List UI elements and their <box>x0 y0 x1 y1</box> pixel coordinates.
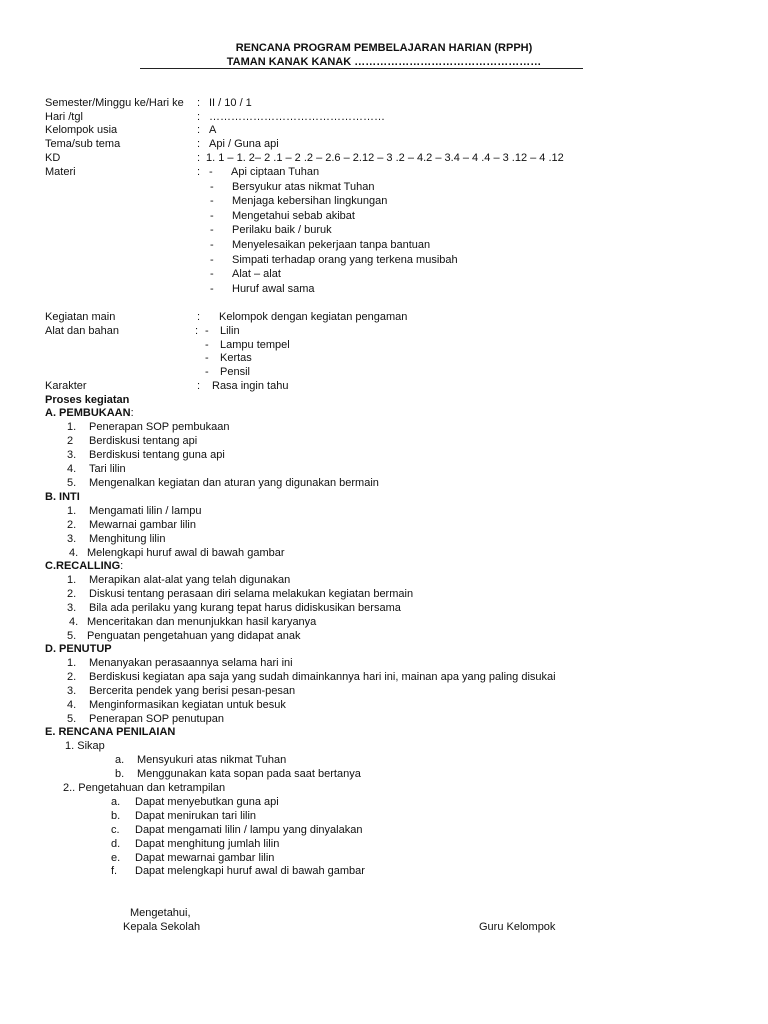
info-label: Kelompok usia <box>45 124 118 136</box>
list-number: 3. <box>67 449 77 461</box>
list-number: 3. <box>67 533 77 545</box>
info-sep: : <box>195 325 199 337</box>
list-item: Mensyukuri atas nikmat Tuhan <box>137 754 287 766</box>
bullet-dash: - <box>205 366 209 378</box>
info-sep: : <box>197 124 201 136</box>
info-label: Materi <box>45 166 76 178</box>
list-item: Penerapan SOP penutupan <box>89 713 224 725</box>
signature-kepala-sekolah: Kepala Sekolah <box>123 921 201 933</box>
info-value: II / 10 / 1 <box>209 97 252 109</box>
list-item: Berdiskusi tentang api <box>89 435 198 447</box>
info-sep: : <box>197 152 201 164</box>
list-item: Menghitung lilin <box>89 533 166 545</box>
list-item: Dapat menyebutkan guna api <box>135 796 279 808</box>
list-number: 3. <box>67 602 77 614</box>
list-number: 4. <box>69 616 79 628</box>
document-subtitle: TAMAN KANAK KANAK …………………………………………… <box>226 56 542 68</box>
info-sep: : <box>197 97 201 109</box>
list-item: Menggunakan kata sopan pada saat bertanya <box>137 768 361 780</box>
info-sep: : <box>197 380 201 392</box>
list-number: 1. <box>67 505 77 517</box>
list-number: 4. <box>69 547 79 559</box>
list-number: 1. <box>67 421 77 433</box>
section-title-inti: B. INTI <box>45 491 80 503</box>
penilaian-sikap: 1. Sikap <box>65 740 105 752</box>
info-label: KD <box>45 152 61 164</box>
bullet-dash: - <box>210 224 214 236</box>
info-value: Api / Guna api <box>209 138 279 150</box>
list-number: 4. <box>67 463 77 475</box>
bullet-dash: - <box>210 254 214 266</box>
list-number: 3. <box>67 685 77 697</box>
bullet-dash: - <box>210 195 214 207</box>
materi-item: Menyelesaikan pekerjaan tanpa bantuan <box>232 239 431 251</box>
list-letter: b. <box>111 810 121 822</box>
info-value: ………………………………………… <box>209 111 385 123</box>
info-sep: : <box>197 138 201 150</box>
list-item: Dapat mengamati lilin / lampu yang dinyalakan <box>135 824 363 836</box>
list-item: Diskusi tentang perasaan diri selama melakukan kegiatan bermain <box>89 588 414 600</box>
section-title-pembukaan: A. PEMBUKAAN: <box>45 407 134 419</box>
signature-mengetahui: Mengetahui, <box>130 907 191 919</box>
materi-item: Bersyukur atas nikmat Tuhan <box>232 181 375 193</box>
materi-item: Perilaku baik / buruk <box>232 224 332 236</box>
list-letter: a. <box>115 754 125 766</box>
list-number: 5. <box>67 477 77 489</box>
list-letter: f. <box>111 865 118 877</box>
list-number: 1. <box>67 657 77 669</box>
karakter-value: Rasa ingin tahu <box>212 380 289 392</box>
alat-item: Kertas <box>220 352 252 364</box>
materi-item: Api ciptaan Tuhan <box>231 166 320 178</box>
list-letter: e. <box>111 852 121 864</box>
list-item: Bila ada perilaku yang kurang tepat harus didiskusikan bersama <box>89 602 401 614</box>
list-item: Menanyakan perasaannya selama hari ini <box>89 657 293 669</box>
list-item: Mengenalkan kegiatan dan aturan yang digunakan bermain <box>89 477 379 489</box>
header-divider <box>140 68 583 69</box>
list-item: Penerapan SOP pembukaan <box>89 421 230 433</box>
list-item: Penguatan pengetahuan yang didapat anak <box>87 630 301 642</box>
list-item: Dapat melengkapi huruf awal di bawah gambar <box>135 865 365 877</box>
proses-title: Proses kegiatan <box>45 394 130 406</box>
list-item: Melengkapi huruf awal di bawah gambar <box>87 547 285 559</box>
list-number: 2. <box>67 671 77 683</box>
document-title: RENCANA PROGRAM PEMBELAJARAN HARIAN (RPPH) <box>235 42 533 54</box>
info-sep: : <box>197 166 201 178</box>
materi-item: Huruf awal sama <box>232 283 315 295</box>
info-value: 1. 1 – 1. 2– 2 .1 – 2 .2 – 2.6 – 2.12 – 3 .2 – 4.2 – 3.4 – 4 .4 – 3 .12 – 4 .12 <box>206 152 564 164</box>
list-item: Mengamati lilin / lampu <box>89 505 202 517</box>
bullet-dash: - <box>205 339 209 351</box>
list-letter: b. <box>115 768 125 780</box>
materi-item: Menjaga kebersihan lingkungan <box>232 195 388 207</box>
section-title-penutup: D. PENUTUP <box>45 643 112 655</box>
alat-item: Lilin <box>220 325 240 337</box>
materi-item: Simpati terhadap orang yang terkena musibah <box>232 254 458 266</box>
list-item: Berdiskusi tentang guna api <box>89 449 225 461</box>
list-letter: c. <box>111 824 120 836</box>
bullet-dash: - <box>210 239 214 251</box>
list-letter: d. <box>111 838 121 850</box>
list-item: Menceritakan dan menunjukkan hasil karyanya <box>87 616 317 628</box>
info-label: Hari /tgl <box>45 111 83 123</box>
alat-bahan-label: Alat dan bahan <box>45 325 120 337</box>
bullet-dash: - <box>205 352 209 364</box>
bullet-dash: - <box>210 210 214 222</box>
info-sep: : <box>197 111 201 123</box>
list-item: Merapikan alat-alat yang telah digunakan <box>89 574 291 586</box>
kegiatan-main-label: Kegiatan main <box>45 311 116 323</box>
info-label: Tema/sub tema <box>45 138 121 150</box>
info-value: A <box>209 124 217 136</box>
list-item: Dapat menghitung jumlah lilin <box>135 838 280 850</box>
list-item: Menginformasikan kegiatan untuk besuk <box>89 699 286 711</box>
list-item: Dapat menirukan tari lilin <box>135 810 257 822</box>
list-number: 2. <box>67 588 77 600</box>
bullet-dash: - <box>210 283 214 295</box>
penilaian-pengetahuan: 2.. Pengetahuan dan ketrampilan <box>63 782 226 794</box>
kegiatan-main-value: Kelompok dengan kegiatan pengaman <box>219 311 408 323</box>
list-item: Bercerita pendek yang berisi pesan-pesan <box>89 685 296 697</box>
list-letter: a. <box>111 796 121 808</box>
list-item: Mewarnai gambar lilin <box>89 519 196 531</box>
alat-item: Lampu tempel <box>220 339 290 351</box>
materi-item: Mengetahui sebab akibat <box>232 210 355 222</box>
signature-guru-kelompok: Guru Kelompok <box>479 921 556 933</box>
materi-item: Alat – alat <box>232 268 281 280</box>
section-title-penilaian: E. RENCANA PENILAIAN <box>45 726 176 738</box>
bullet-dash: - <box>210 181 214 193</box>
info-label: Semester/Minggu ke/Hari ke <box>45 97 184 109</box>
list-number: 2 <box>67 435 74 447</box>
section-title-recalling: C.RECALLING: <box>45 560 124 572</box>
list-number: 4. <box>67 699 77 711</box>
list-number: 5. <box>67 630 77 642</box>
list-number: 5. <box>67 713 77 725</box>
list-number: 2. <box>67 519 77 531</box>
alat-item: Pensil <box>220 366 250 378</box>
list-item: Dapat mewarnai gambar lilin <box>135 852 275 864</box>
bullet-dash: - <box>205 325 209 337</box>
list-item: Tari lilin <box>89 463 126 475</box>
bullet-dash: - <box>209 166 213 178</box>
list-item: Berdiskusi kegiatan apa saja yang sudah dimainkannya hari ini, mainan apa yang paling disukai <box>89 671 556 683</box>
karakter-label: Karakter <box>45 380 87 392</box>
info-sep: : <box>197 311 201 323</box>
bullet-dash: - <box>210 268 214 280</box>
list-number: 1. <box>67 574 77 586</box>
